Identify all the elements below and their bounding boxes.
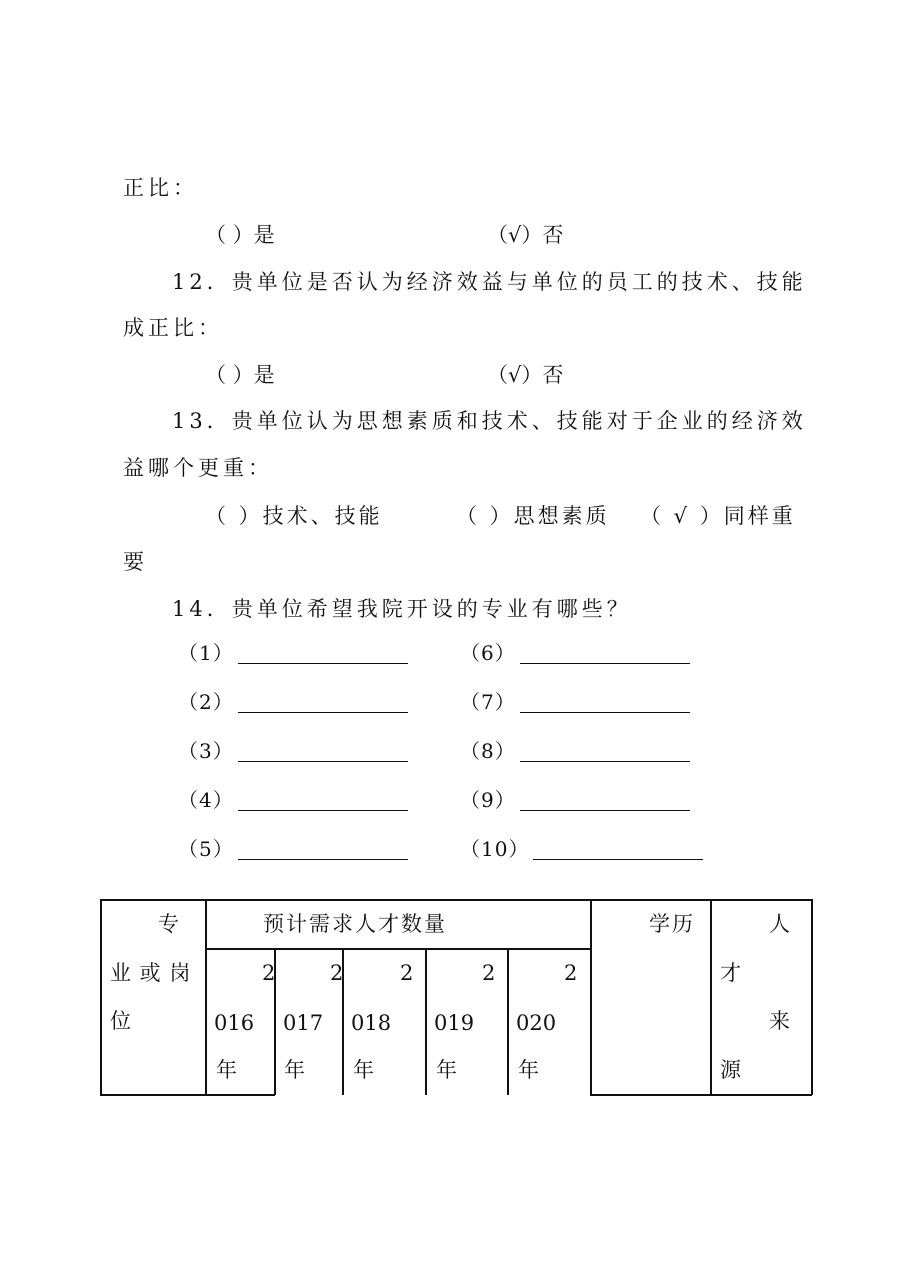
major-blank-line[interactable]: [238, 841, 408, 860]
major-blank-line[interactable]: [520, 743, 690, 762]
q13-tail: 要: [123, 550, 148, 574]
q12-line2: 成正比：: [123, 316, 223, 340]
major-blank-9: （9）: [460, 790, 690, 811]
prev-option-yes: （ ）是: [205, 223, 275, 247]
year-2017-digit: 2: [330, 961, 344, 985]
q12-option-yes: （ ）是: [205, 363, 275, 387]
table-divider-year-4: [507, 948, 509, 1095]
table-divider-year-3: [425, 948, 427, 1095]
prev-question-tail: 正比：: [123, 176, 198, 200]
year-2017-rest: 017: [283, 1011, 324, 1035]
table-border-bottom-right: [590, 1094, 812, 1096]
major-blank-10: （10）: [460, 839, 703, 860]
year-2018-rest: 018: [351, 1011, 392, 1035]
table-divider-education: [710, 899, 712, 1095]
table-source-3: 来: [769, 1009, 790, 1033]
major-blank-5: （5）: [178, 839, 408, 860]
q13-option-skill: （ ）技术、技能: [205, 504, 383, 528]
prev-option-no: （√）否: [487, 223, 564, 247]
table-source-1: 人: [769, 912, 790, 936]
q12-line1: 12．贵单位是否认为经济效益与单位的员工的技术、技能: [172, 270, 807, 294]
year-2019-unit: 年: [436, 1058, 457, 1082]
year-2016-unit: 年: [216, 1058, 237, 1082]
major-blank-7: （7）: [460, 692, 690, 713]
year-2019-digit: 2: [482, 961, 496, 985]
major-blank-4: （4）: [178, 790, 408, 811]
major-blank-line[interactable]: [238, 743, 408, 762]
year-2016-digit: 2: [262, 961, 276, 985]
table-col1-line1: 专: [158, 912, 179, 936]
major-blank-line[interactable]: [520, 645, 690, 664]
table-source-2: 才: [720, 961, 741, 985]
table-col1-line2: 业 或 岗: [110, 961, 192, 985]
table-divider-group-header: [205, 948, 590, 950]
major-blank-8: （8）: [460, 741, 690, 762]
year-2018-digit: 2: [400, 961, 414, 985]
table-border-left: [100, 899, 102, 1095]
year-2016-rest: 016: [214, 1011, 255, 1035]
table-group-header: 预计需求人才数量: [263, 912, 447, 936]
major-blank-1: （1）: [178, 643, 408, 664]
major-blank-line[interactable]: [238, 792, 408, 811]
major-blank-line[interactable]: [533, 841, 703, 860]
major-blank-line[interactable]: [238, 645, 408, 664]
major-blank-line[interactable]: [238, 694, 408, 713]
q14-text: 14．贵单位希望我院开设的专业有哪些？: [172, 597, 632, 621]
q13-option-equal: （ √ ）同样重: [640, 504, 796, 528]
table-source-4: 源: [720, 1058, 741, 1082]
q13-line1: 13．贵单位认为思想素质和技术、技能对于企业的经济效: [172, 409, 807, 433]
table-divider-col1: [205, 899, 207, 1095]
table-col1-line3: 位: [110, 1009, 131, 1033]
year-2018-unit: 年: [353, 1058, 374, 1082]
table-border-bottom-left: [100, 1094, 275, 1096]
major-blank-6: （6）: [460, 643, 690, 664]
table-divider-group-end: [590, 899, 592, 1095]
year-2017-unit: 年: [284, 1058, 305, 1082]
year-2020-unit: 年: [518, 1058, 539, 1082]
year-2019-rest: 019: [434, 1011, 475, 1035]
major-blank-2: （2）: [178, 692, 408, 713]
year-2020-digit: 2: [564, 961, 578, 985]
major-blank-line[interactable]: [520, 792, 690, 811]
q13-option-ideology: （ ）思想素质: [456, 504, 610, 528]
major-blank-3: （3）: [178, 741, 408, 762]
table-education-header: 学历: [649, 912, 695, 936]
table-border-right: [811, 899, 813, 1095]
table-border-top: [100, 899, 812, 901]
q13-line2: 益哪个更重：: [123, 456, 273, 480]
q12-option-no: （√）否: [487, 363, 564, 387]
major-blank-line[interactable]: [520, 694, 690, 713]
year-2020-rest: 020: [516, 1011, 557, 1035]
